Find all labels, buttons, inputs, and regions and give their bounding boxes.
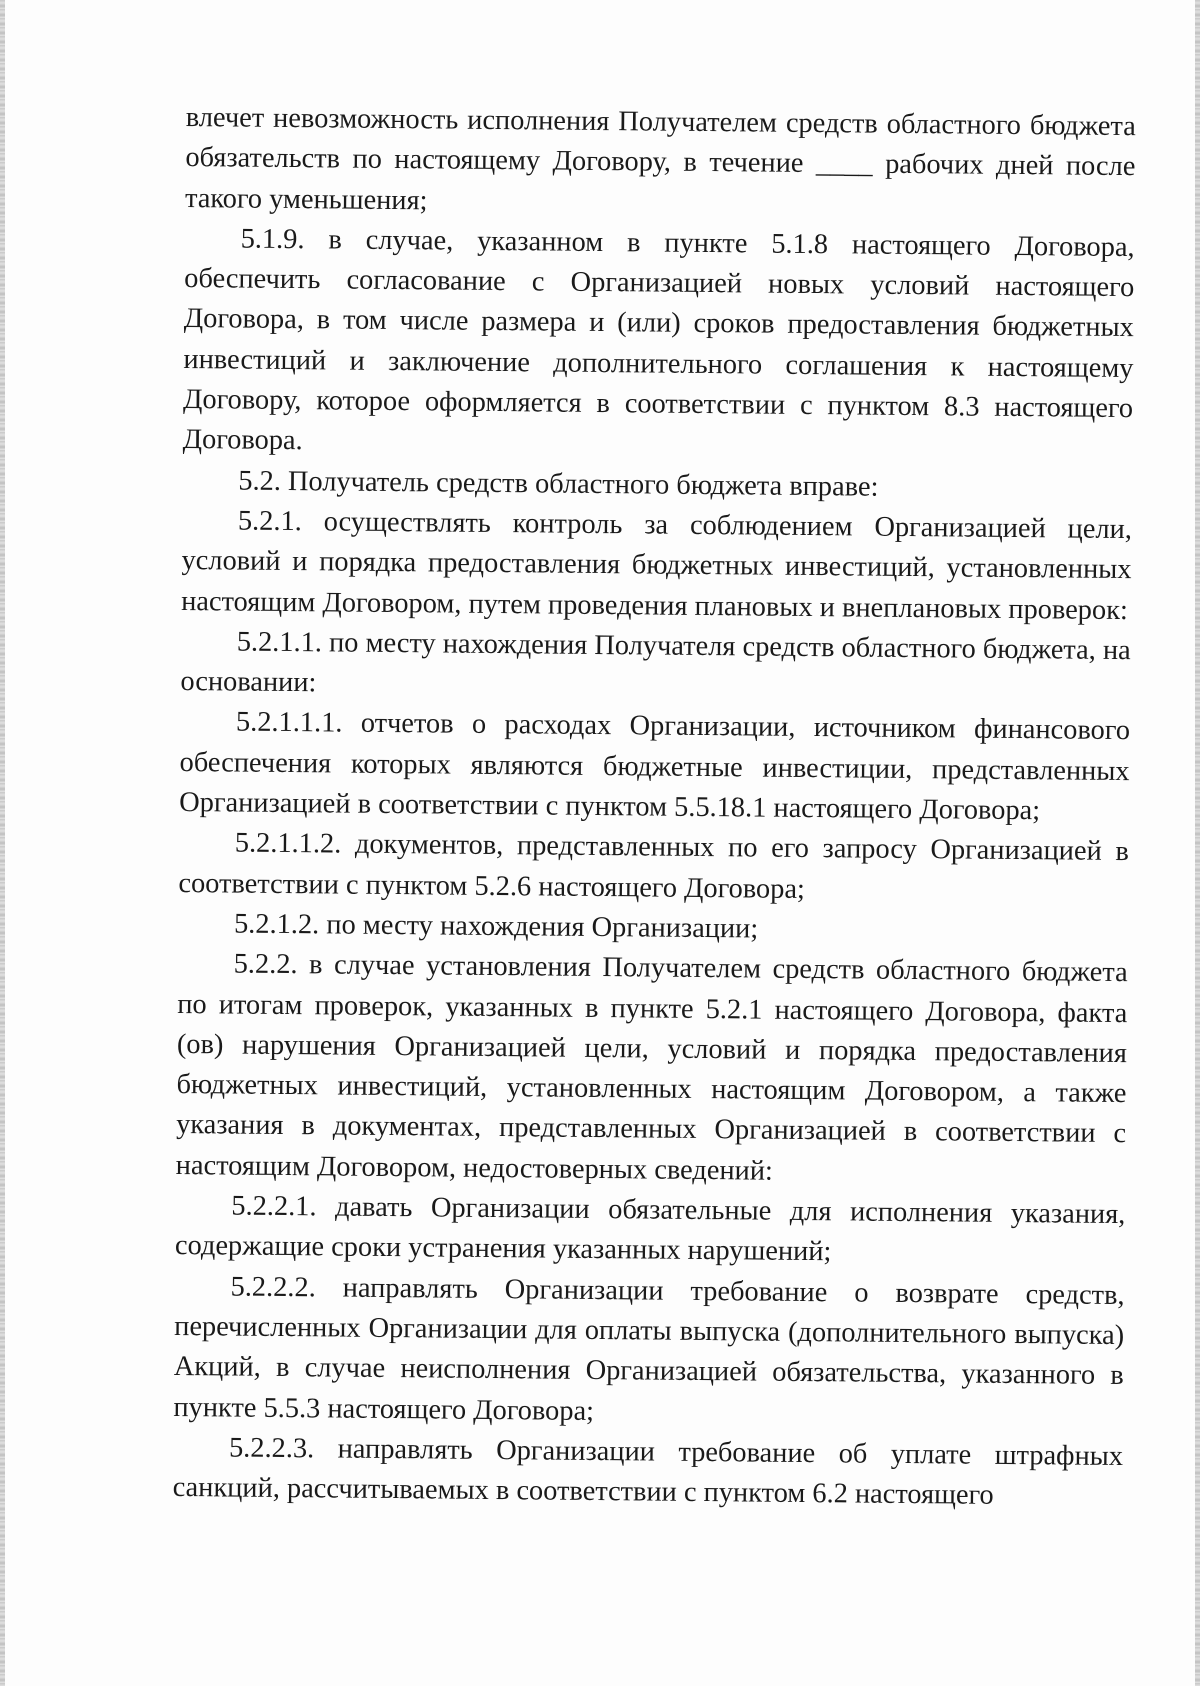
paragraph-5-1-9: 5.1.9. в случае, указанном в пункте 5.1.8 настоящего Договора, обеспечить согласование с Организацией новых условий настоящего Договора, в том числе размера и (или) сроков предоставления бюджетных инвестиций и заключение дополнительного соглашения к настоящему Договору, которое оформляется в соответствии с пунктом 8.3 настоящего Договора. — [182, 223, 1135, 457]
scan-edge-right — [1195, 0, 1200, 1686]
scan-edge-left — [0, 0, 5, 1686]
paragraph-5-2-1-2: 5.2.1.2. по месту нахождения Организации; — [233, 908, 759, 945]
paragraph-5-2-1-1-2: 5.2.1.1.2. документов, представленных по его запросу Организацией в соответствии с пунктом 5.2.6 настоящего Договора; — [178, 827, 1129, 905]
paragraph-5-2-1: 5.2.1. осуществлять контроль за соблюдением Организацией цели, условий и порядка предоставления бюджетных инвестиций, установленных настоящим Договором, путем проведения плановых и внеплановых проверок: — [181, 505, 1133, 626]
paragraph-5-2-1-1-1: 5.2.1.1.1. отчетов о расходах Организации, источником финансового обеспечения которых являются бюджетные инвестиции, представленных Организацией в соответствии с пунктом 5.5.18.1 настоящего Договора; — [179, 706, 1131, 827]
paragraph-5-2-1-1: 5.2.1.1. по месту нахождения Получателя средств областного бюджета, на основании: — [180, 626, 1131, 699]
paragraph-continuation: влечет невозможность исполнения Получателем средств областного бюджета обязательств по настоящему Договору, в течение ____ рабочих дней после такого уменьшения; — [184, 101, 1136, 216]
paragraph-5-2-2-3: 5.2.2.3. направлять Организации требование об уплате штрафных санкций, рассчитываемых в соответствии с пунктом 6.2 настоящего — [172, 1432, 1124, 1511]
paragraph-5-2-2: 5.2.2. в случае установления Получателем средств областного бюджета по итогам проверок, указанных в пункте 5.2.1 настоящего Договора, факта (ов) нарушения Организацией цели, условий и порядка предоставления бюджетных инвестиций, установленных настоящим Договором, а также указания в документах, представленных Организацией в соответствии с настоящим Договором, недостоверных сведений: — [175, 948, 1128, 1187]
document-body — [172, 98, 1135, 1517]
paragraph-5-2: 5.2. Получатель средств областного бюджета вправе: — [238, 465, 879, 503]
paragraph-5-2-2-1: 5.2.2.1. давать Организации обязательные для исполнения указания, содержащие сроки устранения указанных нарушений; — [174, 1190, 1126, 1268]
paragraph-5-2-2-2: 5.2.2.2. направлять Организации требование о возврате средств, перечисленных Организации для оплаты выпуска (дополнительного выпуска) Акций, в случае неисполнения Организацией обязательства, указанного в пункте 5.5.3 настоящего Договора; — [173, 1271, 1125, 1427]
